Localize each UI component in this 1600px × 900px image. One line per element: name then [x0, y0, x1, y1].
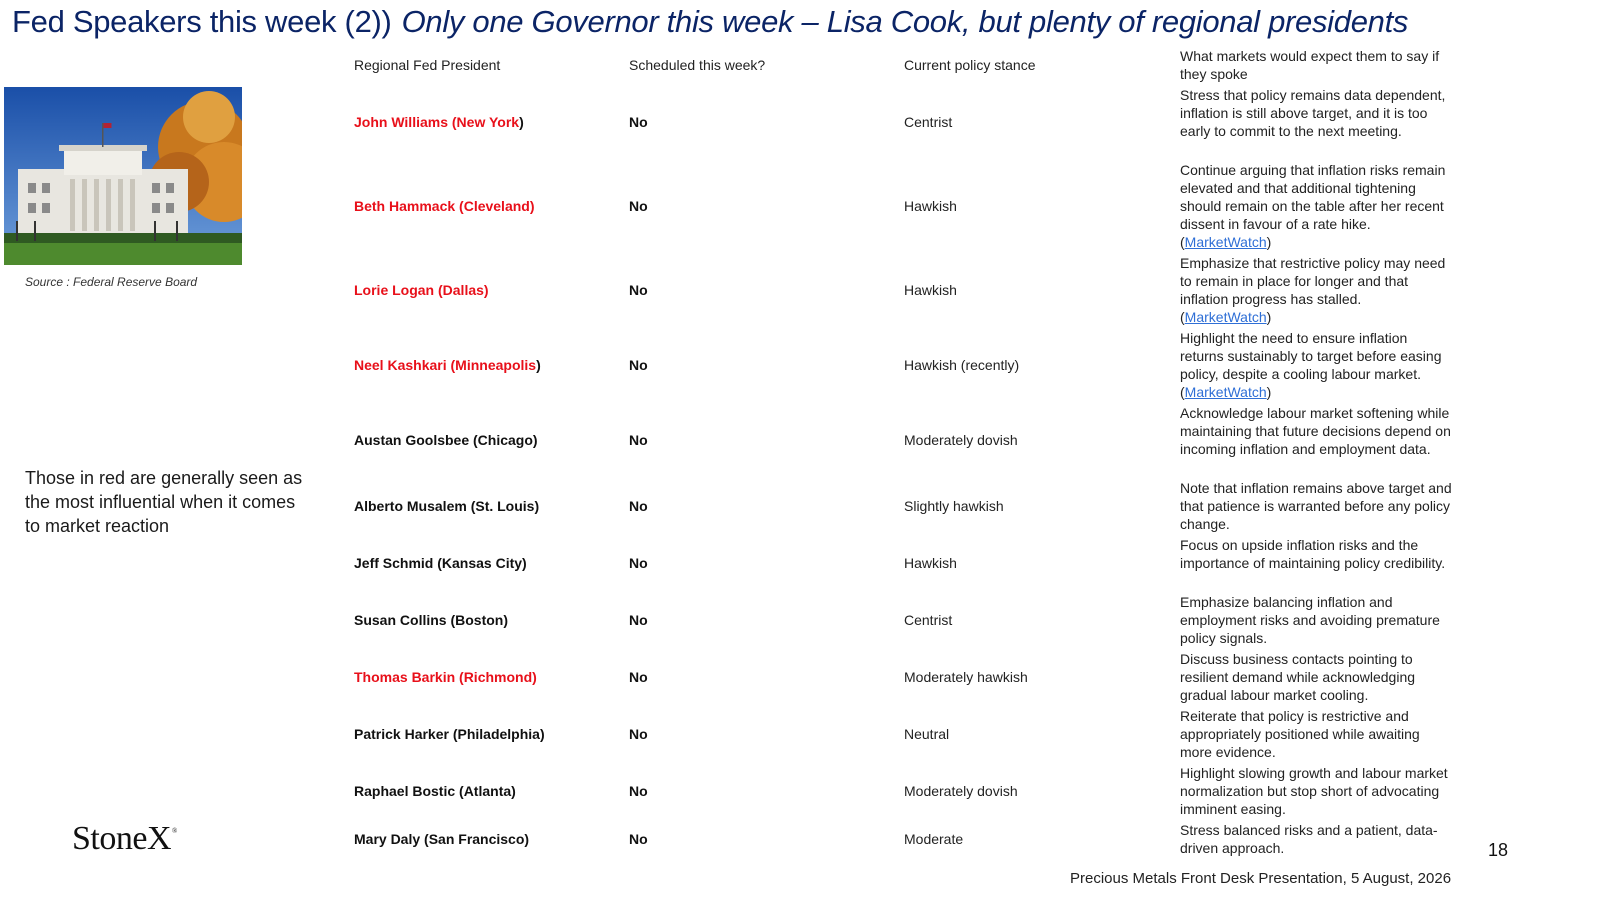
market-expectation: Note that inflation remains above target and that patience is warranted before any policy change. [1180, 480, 1452, 532]
scheduled-value: No [629, 612, 648, 628]
policy-stance: Hawkish [904, 555, 957, 571]
table-row [354, 764, 1454, 818]
president-name: Thomas Barkin (Richmond) [354, 669, 537, 685]
policy-stance: Slightly hawkish [904, 498, 1004, 514]
slide-title [12, 4, 1408, 40]
stonex-logo: StoneX® [72, 820, 177, 857]
scheduled-value: No [629, 498, 648, 514]
president-name: Neel Kashkari (Minneapolis ) [354, 357, 541, 373]
scheduled-value: No [629, 726, 648, 742]
table-row [354, 650, 1454, 704]
marketwatch-link[interactable]: MarketWatch [1184, 309, 1267, 325]
page-number: 18 [1488, 840, 1509, 860]
president-name: Patrick Harker (Philadelphia) [354, 726, 545, 742]
market-expectation: Acknowledge labour market softening while maintaining that future decisions depend on incoming inflation and employment data. [1180, 405, 1451, 457]
president-name: Mary Daly (San Francisco) [354, 831, 530, 847]
slide-title-subtitle: Only one Governor this week – Lisa Cook, but plenty of regional presidents [401, 4, 1409, 39]
table-row [354, 86, 1454, 158]
federal-reserve-building-photo [4, 87, 242, 265]
president-name: Austan Goolsbee (Chicago) [354, 432, 538, 448]
table-row [354, 707, 1454, 761]
policy-stance: Neutral [904, 726, 950, 742]
column-header-scheduled: Scheduled this week? [629, 57, 766, 73]
table-row [354, 821, 1454, 857]
scheduled-value: No [629, 357, 648, 373]
policy-stance: Hawkish (recently) [904, 357, 1020, 373]
policy-stance: Moderately dovish [904, 783, 1018, 799]
market-expectation: Highlight the need to ensure inflation returns sustainably to target before easing policy, despite a cooling labour market. (MarketWatch) [1180, 330, 1442, 400]
policy-stance: Centrist [904, 114, 953, 130]
market-expectation: Discuss business contacts pointing to resilient demand while acknowledging gradual labour market cooling. [1180, 651, 1416, 703]
scheduled-value: No [629, 669, 648, 685]
scheduled-value: No [629, 282, 648, 298]
president-name: Beth Hammack (Cleveland) [354, 198, 535, 214]
table-row [354, 254, 1454, 326]
scheduled-value: No [629, 831, 648, 847]
table-row [354, 593, 1454, 647]
market-expectation: Continue arguing that inflation risks remain elevated and that additional tightening should remain on the table after her recent dissent in favour of a rate hike. (MarketWatch) [1180, 162, 1446, 250]
market-expectation: Emphasize that restrictive policy may need to remain in place for longer and that inflation progress has stalled. (MarketWatch) [1180, 255, 1446, 325]
policy-stance: Centrist [904, 612, 953, 628]
slide-title-main: Fed Speakers this week (2)) [12, 4, 392, 39]
president-name: Lorie Logan (Dallas) [354, 282, 489, 298]
scheduled-value: No [629, 432, 648, 448]
column-header-expectation: What markets would expect them to say if they spoke [1180, 48, 1440, 82]
policy-stance: Moderate [904, 831, 964, 847]
policy-stance: Hawkish [904, 282, 957, 298]
column-header-stance: Current policy stance [904, 57, 1036, 73]
market-expectation: Stress balanced risks and a patient, data-driven approach. [1180, 822, 1438, 856]
influence-note: Those in red are generally seen as the most influential when it comes to market reaction [25, 468, 303, 536]
policy-stance: Moderately hawkish [904, 669, 1028, 685]
scheduled-value: No [629, 555, 648, 571]
column-header-president: Regional Fed President [354, 57, 501, 73]
president-name: John Williams (New York ) [354, 114, 524, 130]
table-row [354, 329, 1454, 401]
footer-text: Precious Metals Front Desk Presentation, 5 August, 2026 [1070, 870, 1452, 887]
image-source-caption: Source : Federal Reserve Board [25, 275, 198, 289]
marketwatch-link[interactable]: MarketWatch [1184, 234, 1267, 250]
market-expectation: Reiterate that policy is restrictive and appropriately positioned while awaiting more evidence. [1180, 708, 1420, 760]
president-name: Raphael Bostic (Atlanta) [354, 783, 516, 799]
market-expectation: Emphasize balancing inflation and employment risks and avoiding premature policy signals. [1180, 594, 1440, 646]
table-row [354, 161, 1454, 251]
market-expectation: Stress that policy remains data dependent, inflation is still above target, and it is too early to commit to the next meeting. [1180, 87, 1446, 139]
market-expectation: Focus on upside inflation risks and the importance of maintaining policy credibility. [1180, 537, 1446, 571]
president-name: Susan Collins (Boston) [354, 612, 508, 628]
market-expectation: Highlight slowing growth and labour market normalization but stop short of advocating imminent easing. [1180, 765, 1448, 817]
scheduled-value: No [629, 783, 648, 799]
scheduled-value: No [629, 198, 648, 214]
policy-stance: Moderately dovish [904, 432, 1018, 448]
scheduled-value: No [629, 114, 648, 130]
table-row [354, 404, 1454, 476]
policy-stance: Hawkish [904, 198, 957, 214]
marketwatch-link[interactable]: MarketWatch [1184, 384, 1267, 400]
president-name: Alberto Musalem (St. Louis) [354, 498, 540, 514]
table-row [354, 536, 1454, 590]
president-name: Jeff Schmid (Kansas City) [354, 555, 527, 571]
table-row [354, 479, 1454, 533]
